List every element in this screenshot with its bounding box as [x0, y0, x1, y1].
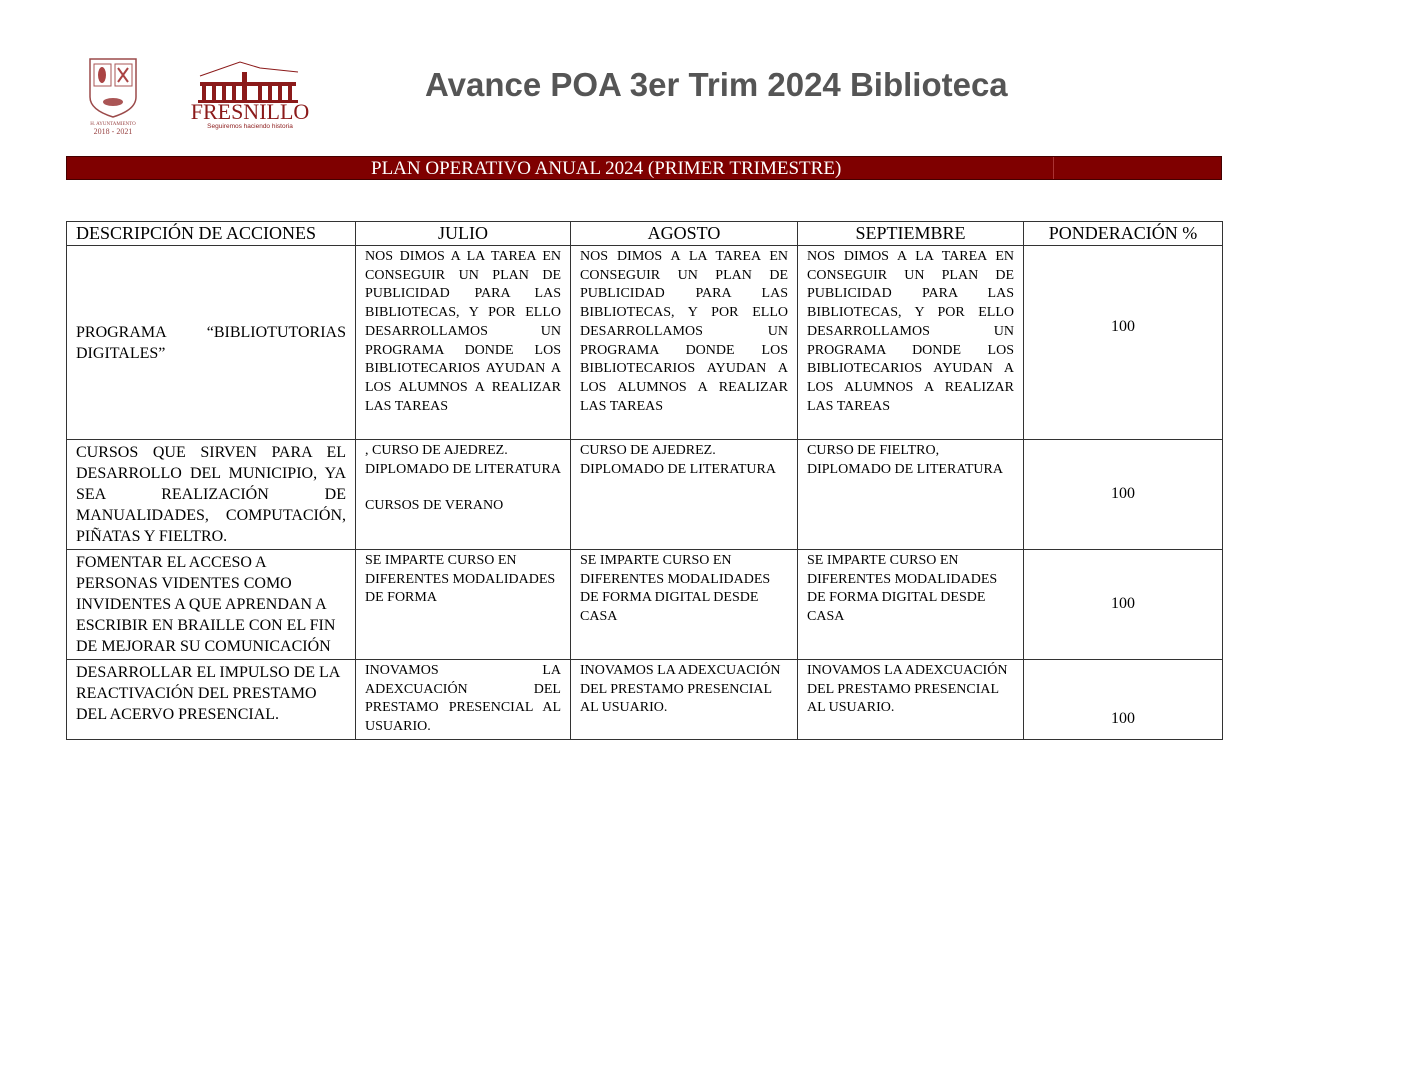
table-row: [67, 550, 1223, 660]
ayuntamiento-seal-logo: [84, 55, 142, 137]
cell-julio: NOS DIMOS A LA TAREA EN CONSEGUIR UN PLAN DE PUBLICIDAD PARA LAS BIBLIOTECAS, Y POR ELLO DESARROLLAMOS UN PROGRAMA DONDE LOS BIBLIOTECARIOS AYUDAN A LOS ALUMNOS A REALIZAR LAS TAREAS: [356, 246, 571, 440]
svg-text:Seguiremos haciendo historia: Seguiremos haciendo historia: [207, 123, 293, 130]
col-header-agosto: AGOSTO: [571, 222, 798, 246]
cell-agosto: INOVAMOS LA ADEXCUACIÓN DEL PRESTAMO PRESENCIAL AL USUARIO.: [571, 660, 798, 740]
page-title: Avance POA 3er Trim 2024 Biblioteca: [425, 66, 1008, 103]
table-row: [67, 660, 1223, 740]
svg-text:2018 - 2021: 2018 - 2021: [93, 127, 133, 136]
banner-text: PLAN OPERATIVO ANUAL 2024 (PRIMER TRIMESTRE): [371, 158, 842, 179]
poa-table: [66, 221, 1223, 740]
fresnillo-logo: [180, 58, 320, 130]
cell-septiembre: CURSO DE FIELTRO, DIPLOMADO DE LITERATURA: [798, 440, 1024, 550]
table-row: [67, 246, 1223, 440]
cell-agosto: CURSO DE AJEDREZ. DIPLOMADO DE LITERATURA: [571, 440, 798, 550]
cell-ponderacion: 100: [1024, 440, 1223, 550]
cell-septiembre: NOS DIMOS A LA TAREA EN CONSEGUIR UN PLAN DE PUBLICIDAD PARA LAS BIBLIOTECAS, Y POR ELLO DESARROLLAMOS UN PROGRAMA DONDE LOS BIBLIOTECARIOS AYUDAN A LOS ALUMNOS A REALIZAR LAS TAREAS: [798, 246, 1024, 440]
cell-descripcion: FOMENTAR EL ACCESO A PERSONAS VIDENTES COMO INVIDENTES A QUE APRENDAN A ESCRIBIR EN BRAILLE CON EL FIN DE MEJORAR SU COMUNICACIÓN: [67, 550, 356, 660]
col-header-ponderacion: PONDERACIÓN %: [1024, 222, 1223, 246]
cell-ponderacion: 100: [1024, 246, 1223, 440]
cell-agosto: SE IMPARTE CURSO EN DIFERENTES MODALIDADES DE FORMA DIGITAL DESDE CASA: [571, 550, 798, 660]
cell-julio: [356, 440, 571, 550]
julio-text: , CURSO DE AJEDREZ. DIPLOMADO DE LITERATURA: [365, 443, 561, 477]
cell-agosto: NOS DIMOS A LA TAREA EN CONSEGUIR UN PLAN DE PUBLICIDAD PARA LAS BIBLIOTECAS, Y POR ELLO DESARROLLAMOS UN PROGRAMA DONDE LOS BIBLIOTECARIOS AYUDAN A LOS ALUMNOS A REALIZAR LAS TAREAS: [571, 246, 798, 440]
cell-ponderacion: 100: [1024, 550, 1223, 660]
table-header-row: [67, 222, 1223, 246]
col-header-descripcion: DESCRIPCIÓN DE ACCIONES: [67, 222, 356, 246]
cell-septiembre: SE IMPARTE CURSO EN DIFERENTES MODALIDADES DE FORMA DIGITAL DESDE CASA: [798, 550, 1024, 660]
cell-descripcion: DESARROLLAR EL IMPULSO DE LA REACTIVACIÓN DEL PRESTAMO DEL ACERVO PRESENCIAL.: [67, 660, 356, 740]
julio-text-2: CURSOS DE VERANO: [365, 498, 504, 514]
col-header-septiembre: SEPTIEMBRE: [798, 222, 1024, 246]
cell-septiembre: INOVAMOS LA ADEXCUACIÓN DEL PRESTAMO PRESENCIAL AL USUARIO.: [798, 660, 1024, 740]
svg-text:H. AYUNTAMIENTO: H. AYUNTAMIENTO: [90, 122, 136, 127]
svg-text:FRESNILLO: FRESNILLO: [190, 99, 310, 124]
cell-descripcion: PROGRAMA “BIBLIOTUTORIAS DIGITALES”: [67, 246, 356, 440]
cell-julio: SE IMPARTE CURSO EN DIFERENTES MODALIDADES DE FORMA: [356, 550, 571, 660]
cell-ponderacion: 100: [1024, 660, 1223, 740]
plan-banner: [66, 156, 1222, 180]
table-row: [67, 440, 1223, 550]
col-header-julio: JULIO: [356, 222, 571, 246]
cell-julio: INOVAMOS LA ADEXCUACIÓN DEL PRESTAMO PRESENCIAL AL USUARIO.: [356, 660, 571, 740]
cell-descripcion: CURSOS QUE SIRVEN PARA EL DESARROLLO DEL MUNICIPIO, YA SEA REALIZACIÓN DE MANUALIDADES, COMPUTACIÓN, PIÑATAS Y FIELTRO.: [67, 440, 356, 550]
